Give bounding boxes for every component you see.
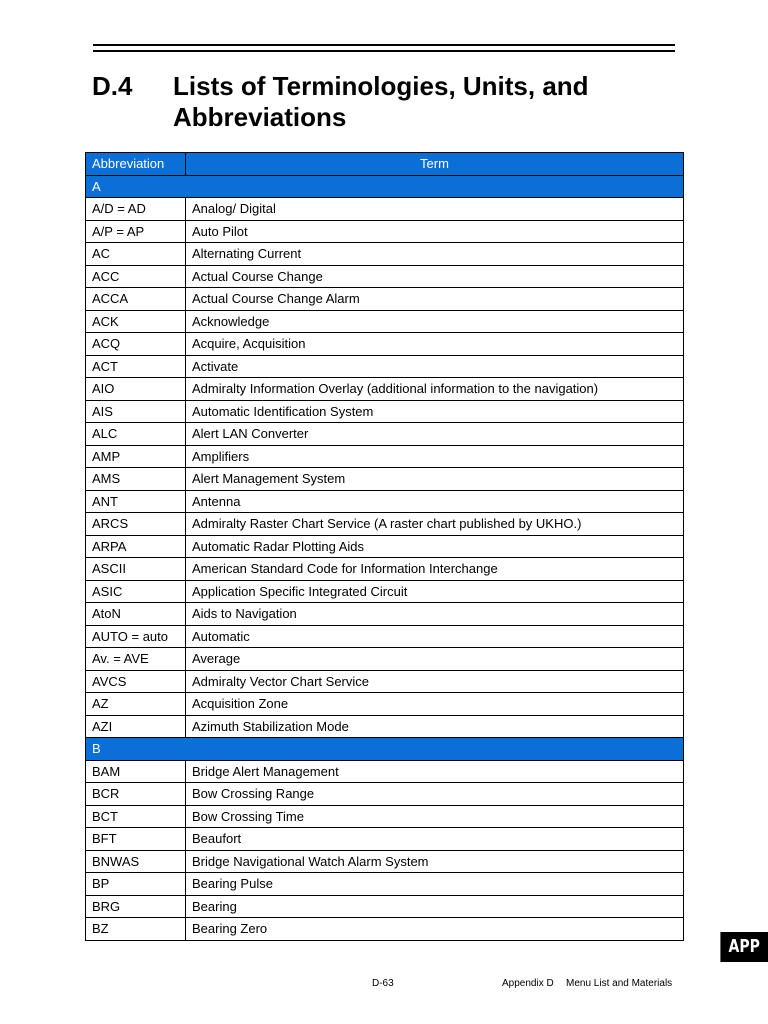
abbreviation-cell: ASCII [86, 558, 186, 581]
term-cell: Beaufort [186, 828, 684, 851]
term-cell: Actual Course Change [186, 265, 684, 288]
table-row [86, 558, 684, 581]
abbreviation-cell: AtoN [86, 603, 186, 626]
term-cell: Analog/ Digital [186, 198, 684, 221]
page-number: D-63 [372, 978, 394, 989]
column-header-term: Term [186, 153, 684, 176]
abbreviation-cell: AMS [86, 468, 186, 491]
term-cell: American Standard Code for Information Interchange [186, 558, 684, 581]
term-cell: Automatic Radar Plotting Aids [186, 535, 684, 558]
abbreviation-cell: ACT [86, 355, 186, 378]
table-row [86, 310, 684, 333]
abbreviation-cell: ASIC [86, 580, 186, 603]
table-body [86, 175, 684, 940]
term-cell: Amplifiers [186, 445, 684, 468]
table-row [86, 198, 684, 221]
abbreviation-cell: ACQ [86, 333, 186, 356]
table-row [86, 265, 684, 288]
term-cell: Bearing [186, 895, 684, 918]
footer-chapter: Appendix D [502, 978, 554, 989]
table-row [86, 603, 684, 626]
term-cell: Automatic [186, 625, 684, 648]
term-cell: Acquisition Zone [186, 693, 684, 716]
table-row [86, 220, 684, 243]
term-cell: Admiralty Raster Chart Service (A raster chart published by UKHO.) [186, 513, 684, 536]
term-cell: Bearing Zero [186, 918, 684, 941]
abbreviation-cell: AMP [86, 445, 186, 468]
table-row [86, 760, 684, 783]
table-row [86, 513, 684, 536]
table-row [86, 355, 684, 378]
abbreviation-cell: AC [86, 243, 186, 266]
term-cell: Acquire, Acquisition [186, 333, 684, 356]
abbreviation-cell: AIS [86, 400, 186, 423]
table-row [86, 445, 684, 468]
table-row [86, 850, 684, 873]
table-row [86, 333, 684, 356]
section-number: D.4 [92, 71, 133, 101]
table-row [86, 805, 684, 828]
term-cell: Bridge Navigational Watch Alarm System [186, 850, 684, 873]
table-row [86, 648, 684, 671]
abbreviation-cell: AZI [86, 715, 186, 738]
term-cell: Azimuth Stabilization Mode [186, 715, 684, 738]
term-cell: Alternating Current [186, 243, 684, 266]
abbreviation-table [85, 152, 684, 941]
term-cell: Alert Management System [186, 468, 684, 491]
abbreviation-cell: AVCS [86, 670, 186, 693]
table-row [86, 490, 684, 513]
group-letter: B [86, 738, 684, 761]
term-cell: Admiralty Vector Chart Service [186, 670, 684, 693]
table-header-row [86, 153, 684, 176]
abbreviation-cell: AIO [86, 378, 186, 401]
abbreviation-cell: A/P = AP [86, 220, 186, 243]
table-row [86, 400, 684, 423]
term-cell: Bearing Pulse [186, 873, 684, 896]
footer-chapter-title: Menu List and Materials [566, 978, 673, 989]
table-row [86, 288, 684, 311]
table-row [86, 625, 684, 648]
term-cell: Activate [186, 355, 684, 378]
term-cell: Bridge Alert Management [186, 760, 684, 783]
header-rule-top [93, 44, 675, 46]
table-row [86, 783, 684, 806]
table-row [86, 535, 684, 558]
term-cell: Application Specific Integrated Circuit [186, 580, 684, 603]
term-cell: Bow Crossing Range [186, 783, 684, 806]
abbreviation-cell: ALC [86, 423, 186, 446]
abbreviation-cell: ACCA [86, 288, 186, 311]
abbreviation-cell: BFT [86, 828, 186, 851]
abbreviation-cell: BCR [86, 783, 186, 806]
abbreviation-cell: BCT [86, 805, 186, 828]
abbreviation-cell: BP [86, 873, 186, 896]
abbreviation-cell: BRG [86, 895, 186, 918]
abbreviation-cell: AUTO = auto [86, 625, 186, 648]
abbreviation-cell: ACC [86, 265, 186, 288]
table-row [86, 468, 684, 491]
table-row [86, 828, 684, 851]
table-row [86, 378, 684, 401]
table-row [86, 693, 684, 716]
term-cell: Admiralty Information Overlay (additional information to the navigation) [186, 378, 684, 401]
abbreviation-cell: ANT [86, 490, 186, 513]
abbreviation-cell: A/D = AD [86, 198, 186, 221]
term-cell: Antenna [186, 490, 684, 513]
table-row [86, 895, 684, 918]
term-cell: Acknowledge [186, 310, 684, 333]
term-cell: Automatic Identification System [186, 400, 684, 423]
term-cell: Bow Crossing Time [186, 805, 684, 828]
table-row [86, 423, 684, 446]
abbreviation-cell: AZ [86, 693, 186, 716]
term-cell: Alert LAN Converter [186, 423, 684, 446]
abbreviation-cell: Av. = AVE [86, 648, 186, 671]
header-rule-bottom [93, 50, 675, 52]
section-title: Lists of Terminologies, Units, and Abbreviations [173, 71, 589, 132]
term-cell: Auto Pilot [186, 220, 684, 243]
abbreviation-cell: BZ [86, 918, 186, 941]
abbreviation-cell: BAM [86, 760, 186, 783]
abbreviation-cell: ACK [86, 310, 186, 333]
table-row [86, 670, 684, 693]
abbreviation-cell: ARPA [86, 535, 186, 558]
group-row [86, 738, 684, 761]
table-row [86, 873, 684, 896]
column-header-abbreviation: Abbreviation [86, 153, 186, 176]
abbreviation-cell: ARCS [86, 513, 186, 536]
table-row [86, 243, 684, 266]
appendix-side-tab: APP D [720, 932, 768, 962]
abbreviation-cell: BNWAS [86, 850, 186, 873]
table-row [86, 918, 684, 941]
term-cell: Average [186, 648, 684, 671]
term-cell: Aids to Navigation [186, 603, 684, 626]
group-row [86, 175, 684, 198]
table-row [86, 580, 684, 603]
term-cell: Actual Course Change Alarm [186, 288, 684, 311]
group-letter: A [86, 175, 684, 198]
table-row [86, 715, 684, 738]
